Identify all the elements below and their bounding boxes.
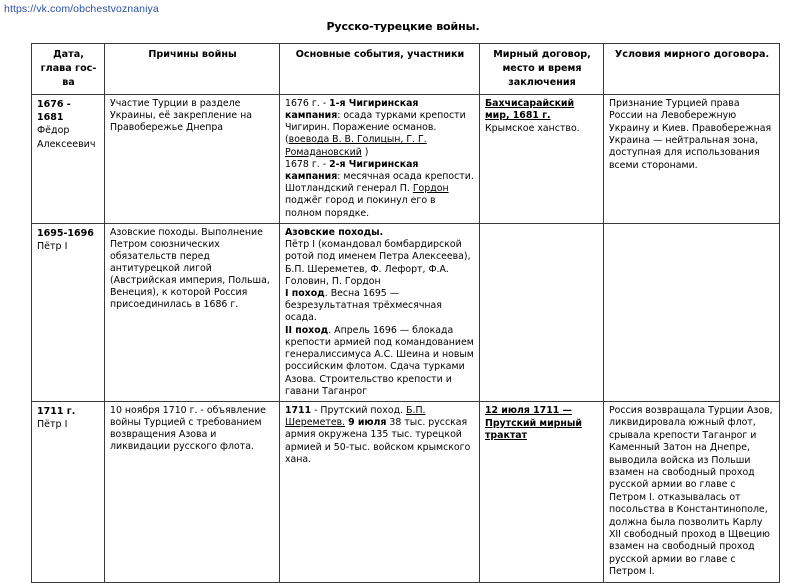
ruler-name: Пётр I [37, 419, 68, 431]
event-text: : осада турками крепости Чигирин. Поражение османов. ( [285, 109, 466, 146]
cell-terms: Россия возвращала Турции Азов, ликвидировала южный флот, срывала крепости Таганрог и Каменный Затон на Днепре, выводила войска из Польши взамен на свободный проход русской армии во главе с Петром I. отказывалась от посольства в Константинополе, должна была позволить Карлу XII свободный проход в Щвецию взамен на свободный проход русской армии во главе с Петром I. [604, 401, 780, 582]
event-date: 9 июля [348, 417, 387, 429]
campaign-label: II поход [285, 324, 329, 336]
table-row [32, 94, 780, 223]
event-entry [285, 239, 475, 288]
cell-treaty [480, 401, 604, 582]
column-header-events: Основные события, участники [280, 44, 480, 95]
cell-causes: Азовские походы. Выполнение Петром союзнических обязательств перед антитурецкой лигой (Австрийская империя, Польша, Венеция), к которой Россия присоединилась в 1686 г. [105, 223, 280, 401]
cell-events [280, 401, 480, 582]
column-header-treaty [480, 44, 604, 95]
page-url-text: https://vk.com/obchestvoznaniya [4, 3, 159, 15]
ruler-name: Пётр I [37, 241, 68, 253]
war-years: 1695-1696 [37, 227, 94, 239]
event-text-tail: ) [361, 146, 369, 158]
wars-table [31, 43, 780, 583]
cell-treaty [480, 223, 604, 401]
column-header-terms: Условия мирного договора. [604, 44, 780, 95]
cell-terms: Признание Турцией права России на Левобережную Украину и Киев. Правобережная Украина — нейтральная зона, доступная для использования всеми сторонами. [604, 94, 780, 223]
cell-events [280, 223, 480, 401]
column-header-date-line1: Дата, [53, 49, 84, 60]
column-header-treaty-line1: Мирный договор, [493, 49, 591, 60]
event-entry [285, 325, 475, 398]
campaign-label: I поход [285, 288, 325, 299]
cell-terms [604, 223, 780, 401]
event-entry [285, 227, 475, 239]
event-text: . Апрель 1696 — блокада крепости армией под командованием генералиссимуса А.С. Шеина и новым российским флотом. Сдача турками Азова. Строительство крепости и гавани Таганрог [285, 324, 474, 397]
table-row [32, 401, 780, 582]
participants-link: воевода В. В. Голицын, Г. Г. Ромадановский [285, 134, 427, 158]
war-years: 1711 г. [37, 405, 76, 417]
event-year: 1711 [285, 404, 312, 416]
campaign-name: 2-я Чигиринская кампания [285, 158, 419, 183]
column-header-causes: Причины войны [105, 44, 280, 95]
treaty-name: Бахчисарайский мир, 1681 г. [485, 97, 575, 122]
event-entry [285, 159, 475, 220]
column-header-date [32, 44, 105, 95]
table-header-row [32, 44, 780, 95]
participant-link: Б.П. Шереметев. [285, 404, 426, 429]
event-text: : месячная осада крепости. Шотландский генерал П. [285, 171, 474, 195]
event-entry [285, 98, 475, 159]
event-entry [285, 288, 475, 325]
cell-date [32, 401, 105, 582]
column-header-treaty-line2: место и время [502, 62, 582, 74]
war-years: 1676 - 1681 [37, 98, 71, 124]
participant-link: Гордон [412, 183, 449, 195]
cell-date [32, 223, 105, 401]
treaty-place: Крымское ханство. [485, 123, 580, 135]
column-header-treaty-line3: заключения [508, 76, 576, 88]
event-text: . Весна 1695 — безрезультатная трёхмесячная осада. [285, 288, 442, 324]
campaign-name: 1-я Чигиринская кампания [285, 97, 419, 121]
event-date: 1676 г. - [285, 97, 330, 109]
cell-causes: Участие Турции в разделе Украины, её закрепление на Правобережье Днепра [105, 94, 280, 223]
treaty-name: 12 июля 1711 — Прутский мирный трактат [485, 404, 582, 442]
cell-events [280, 94, 480, 223]
event-date: 1678 г. - [285, 158, 330, 170]
event-text-tail: поджёг город и покинул его в полном порядке. [285, 195, 436, 219]
campaign-name: Азовские походы. [285, 226, 384, 238]
document-title: Русско-турецкие войны. [326, 20, 480, 33]
participants-text: Пётр I (командовал бомбардирской ротой под именем Петра Алексеева), Б.П. Шереметев, Ф. Лефорт, Ф.А. Головин, П. Гордон [285, 239, 471, 287]
cell-causes: 10 ноября 1710 г. - объявление войны Турцией с требованием возвращения Азова и ликвидации русского флота. [105, 401, 280, 582]
event-entry [285, 405, 475, 466]
cell-treaty [480, 94, 604, 223]
table-row [32, 223, 780, 401]
event-text-tail: 38 тыс. русская армия окружена 135 тыс. турецкой армией и 50-тыс. войском крымского хана. [285, 417, 471, 465]
event-text: - Прутский поход. [311, 404, 407, 416]
cell-date [32, 94, 105, 223]
column-header-date-line2: глава гос-ва [40, 62, 97, 88]
ruler-name: Фёдор Алексеевич [37, 125, 96, 150]
